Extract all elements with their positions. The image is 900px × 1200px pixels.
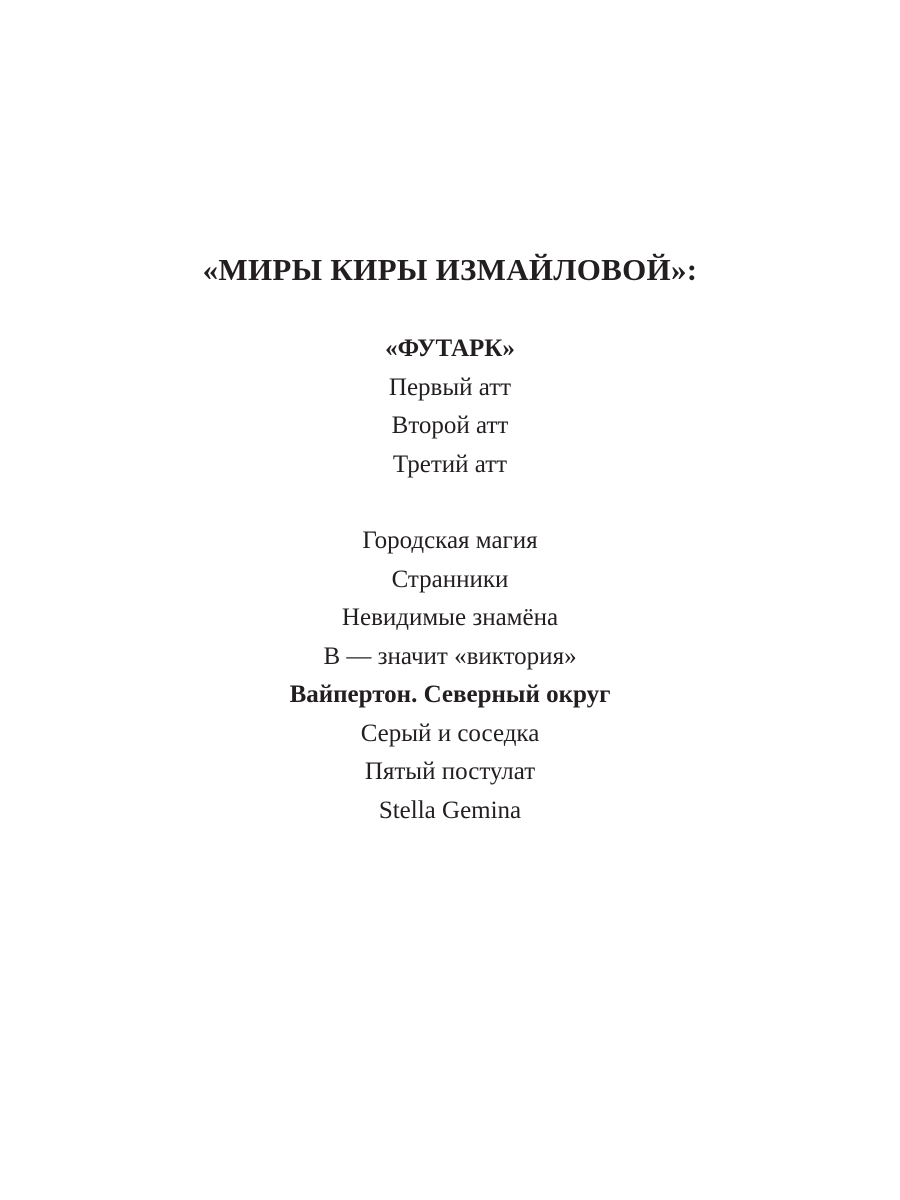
list-item: Странники [391,565,509,593]
other-books-list [0,522,900,830]
list-item: Stella Gemina [378,796,522,824]
list-item: Третий атт [392,450,508,478]
list-item: Городская магия [362,527,538,554]
futark-book-list [0,330,900,484]
list-item: Второй атт [391,412,509,439]
series-title: «МИРЫ КИРЫ ИЗМАЙЛОВОЙ»: [202,252,698,287]
list-item: В — значит «виктория» [323,642,577,670]
list-item: Первый атт [388,373,512,401]
list-item-futark-heading: «ФУТАРК» [385,335,515,362]
list-item: Невидимые знамёна [341,604,559,631]
list-item: Серый и соседка [360,719,540,747]
list-item-vaiperton-heading: Вайпертон. Северный округ [289,681,611,708]
list-item: Пятый постулат [364,758,536,785]
